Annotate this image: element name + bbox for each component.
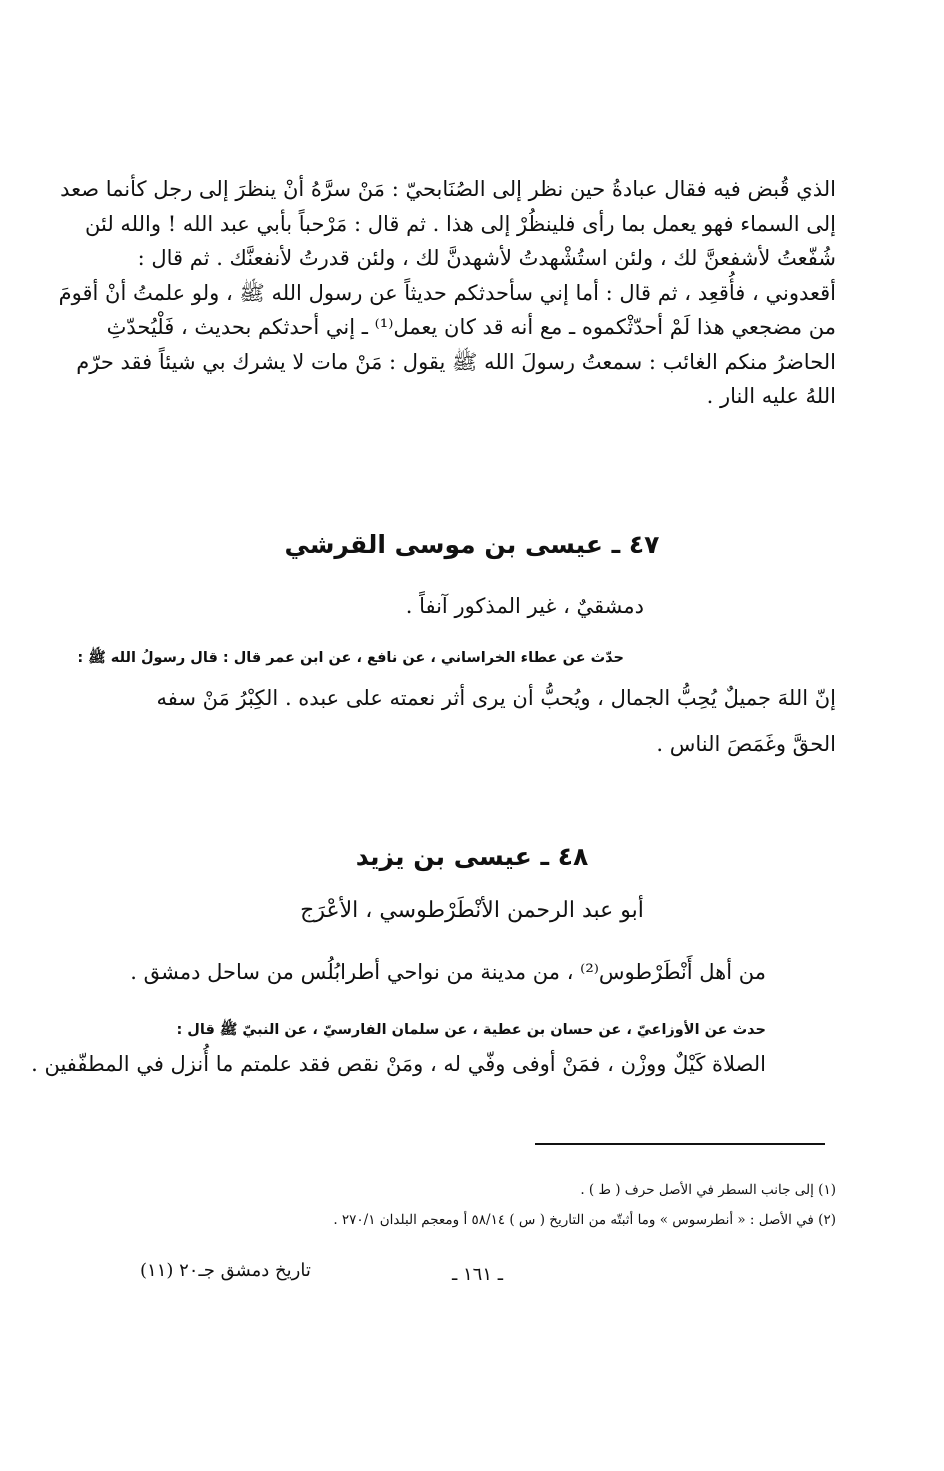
entry-48-isnad: حدث عن الأوزاعيّ ، عن حسان بن عطية ، عن سلمان الفارسيّ ، عن النبيّ ﷺ قال :: [176, 1022, 766, 1038]
entry-47-matn-line: إنّ اللهَ جميلٌ يُحِبُّ الجمال ، ويُحبُّ أن يرى أثر نعمته على عبده . الكِبْرُ مَنْ سفه: [156, 686, 836, 710]
text-line: الذي قُبض فيه فقال عبادةُ حين نظر إلى الصُنَابحيّ : مَنْ سرَّهُ أنْ ينظرَ إلى رجل كأنما صعد: [60, 177, 836, 201]
entry-48-matn: الصلاة كَيْلٌ ووزْن ، فمَنْ أوفى وفّي له ، ومَنْ نقص فقد علمتم ما أُنزل في المطفّفين .: [31, 1052, 766, 1076]
text-line: إلى السماء فهو يعمل بما رأى فلينظُرْ إلى هذا . ثم قال : مَرْحباً بأبي عبد الله ! والله لئن: [85, 211, 836, 236]
text-line: اللهُ عليه النار .: [706, 384, 836, 408]
page-number: ـ ١٦١ ـ: [452, 1264, 504, 1285]
footnote-separator: [535, 1143, 825, 1145]
entry-47-isnad: حدّث عن عطاء الخراساني ، عن نافع ، عن ابن عمر قال : قال رسولُ الله ﷺ :: [77, 650, 624, 666]
entry-48-origin: من أهل أَنْطَرْطوس⁽²⁾ ، من مدينة من نواحي أطرابُلُس من ساحل دمشق .: [130, 960, 766, 984]
entry-47-description: دمشقيٌ ، غير المذكور آنفاً .: [405, 594, 644, 618]
entry-47-matn-line: الحقَّ وغَمَصَ الناس .: [656, 732, 836, 756]
entry-48-kunya: أبو عبد الرحمن الأنْطَرْطوسي ، الأعْرَج: [300, 898, 644, 923]
book-reference: تاريخ دمشق جـ٢٠ (١١): [140, 1260, 311, 1281]
footnote-1: (١) إلى جانب السطر في الأصل حرف ( ط ) .: [580, 1182, 836, 1198]
text-line: الحاضرُ منكم الغائب : سمعتُ رسولَ الله ﷺ يقول : مَنْ مات لا يشرك بي شيئاً فقد حرّم: [76, 349, 836, 374]
footnote-2: (٢) في الأصل : « أنطرسوس » وما أثبتّه من التاريخ ( س ) ٥٨/١٤ أ ومعجم البلدان ٢٧٠/١ .: [333, 1212, 836, 1228]
text-line: شُفّعتُ لأشفعنَّ لك ، ولئن استُشْهدتُ لأشهدنَّ لك ، ولئن قدرتُ لأنفعنَّك . ثم قال :: [137, 246, 836, 270]
text-line: من مضجعي هذا لَمْ أحدّثْكموه ـ مع أنه قد كان يعمل⁽¹⁾ ـ إني أحدثكم بحديث ، فَلْيُحدّثِ: [106, 315, 836, 339]
entry-47-heading: ٤٧ ـ عيسى بن موسى القرشي: [284, 530, 660, 559]
entry-48-heading: ٤٨ ـ عيسى بن يزيد: [355, 842, 589, 871]
text-line: أقعدوني ، فأُقعِد ، ثم قال : أما إني سأحدثكم حديثاً عن رسول الله ﷺ ، ولو علمتُ أنْ أقومَ: [58, 280, 836, 305]
intro-paragraph: [58, 172, 836, 414]
